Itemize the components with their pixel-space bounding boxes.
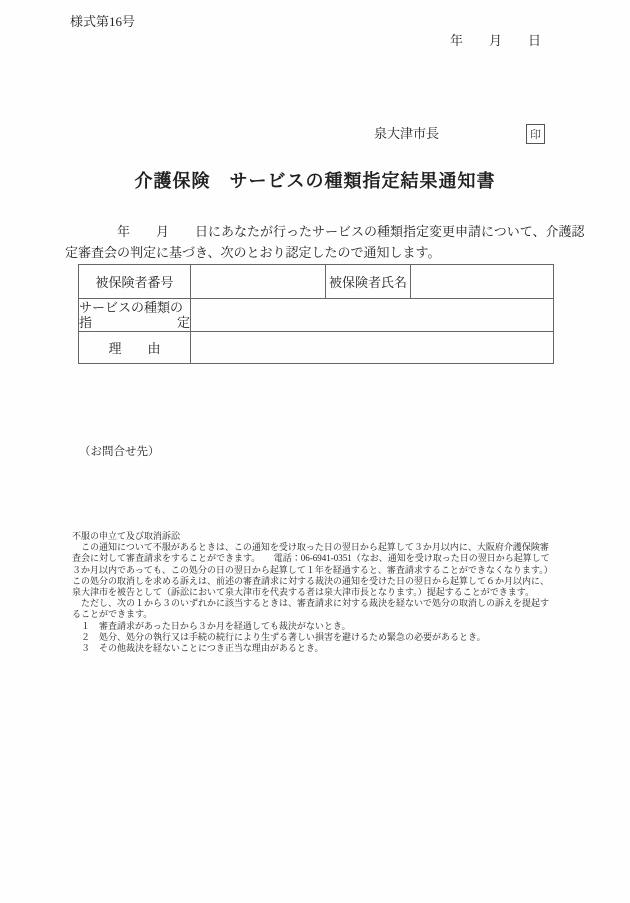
result-table — [78, 264, 554, 364]
appeal-line: ただし、次の１から３のいずれかに該当するときは、審査請求に対する裁決を経ないで処分の取消しの訴えを提起す — [72, 598, 550, 609]
appeal-line: ２ 処分、処分の執行又は手続の続行により生ずる著しい損害を避けるため緊急の必要があるとき。 — [72, 631, 486, 642]
service-type-label-line2 — [79, 315, 190, 330]
appeal-line: この通知について不服があるときは、この通知を受け取った日の翌日から起算して３か月以内に、大阪府介護保険審 — [72, 542, 549, 553]
service-type-label-line1: サービスの種類の — [79, 300, 184, 315]
body-line-2: 定審査会の判定に基づき、次のとおり認定したので通知します。 — [65, 245, 441, 260]
appeal-line: ３ その他裁決を経ないことにつき正当な理由があるとき。 — [72, 643, 324, 654]
table-row-service-type — [79, 299, 554, 332]
appeal-line: ３か月以内であっても、この処分の日の翌日から起算して１年を経過すると、審査請求することができなくなります。） — [72, 564, 553, 575]
appeal-heading: 不服の申立て及び取消訴訟 — [72, 531, 181, 541]
mayor-name: 泉大津市長 — [374, 126, 440, 141]
header-date-line: 年 月 日 — [450, 33, 542, 48]
seal-mark: 印 — [526, 124, 545, 144]
service-type-label — [79, 299, 191, 332]
contact-label: （お問合せ先） — [79, 446, 160, 458]
body-paragraph — [65, 221, 584, 263]
insured-name-value — [411, 265, 554, 299]
table-row-reason — [79, 332, 554, 364]
appeal-line: この処分の取消しを求める訴えは、前述の審査請求に対する裁決の通知を受けた日の翌日から起算して６か月以内に、 — [72, 575, 550, 586]
insured-number-value — [191, 265, 326, 299]
service-type-value — [191, 299, 554, 332]
table-row-insured — [79, 265, 554, 299]
appeal-line: １ 審査請求があった日から３か月を経過しても裁決がないとき。 — [72, 620, 351, 631]
service-type-label-left: 指 — [79, 315, 93, 330]
appeal-line: 泉大津市を被告として（訴訟において泉大津市を代表する者は泉大津市長となります。）提起することができます。 — [72, 587, 535, 598]
reason-value — [191, 332, 554, 364]
appeal-notice — [72, 531, 553, 654]
insured-number-label: 被保険者番号 — [79, 265, 191, 299]
insured-name-label: 被保険者氏名 — [326, 265, 411, 299]
form-number: 様式第16号 — [70, 14, 136, 29]
service-type-label-right: 定 — [176, 315, 190, 330]
document-title: 介護保険 サービスの種類指定結果通知書 — [134, 171, 496, 191]
reason-label: 理 由 — [79, 332, 191, 364]
appeal-line: 査会に対して審査請求をすることができます。 電話：06-6941-0351（なお、通知を受け取った日の翌日から起算して — [72, 553, 550, 564]
appeal-line: ることができます。 — [72, 609, 153, 620]
body-line-1: 年 月 日にあなたが行ったサービスの種類指定変更申請について、介護認 — [65, 224, 585, 239]
